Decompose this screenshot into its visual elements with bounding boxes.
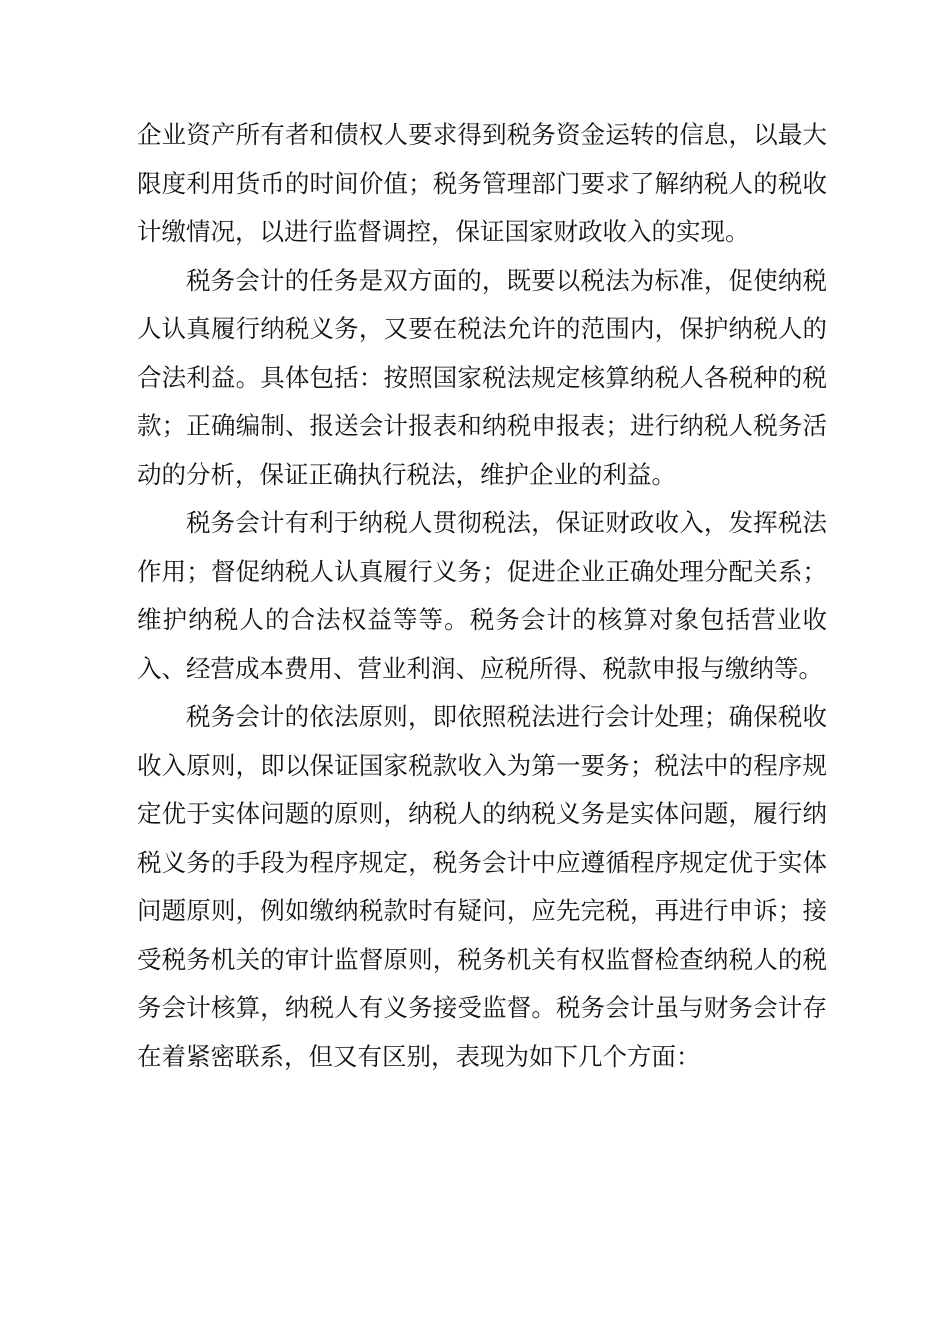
paragraph-2: 税务会计的任务是双方面的，既要以税法为标准，促使纳税人认真履行纳税义务，又要在税法允许的范围内，保护纳税人的合法利益。具体包括：按照国家税法规定核算纳税人各税种的税款；正确编制、报送会计报表和纳税申报表；进行纳税人税务活动的分析，保证正确执行税法，维护企业的利益。 xyxy=(137,265,827,489)
paragraph-3: 税务会计有利于纳税人贯彻税法，保证财政收入，发挥税法作用；督促纳税人认真履行义务；促进企业正确处理分配关系；维护纳税人的合法权益等等。税务会计的核算对象包括营业收入、经营成本费用、营业利润、应税所得、税款申报与缴纳等。 xyxy=(137,508,827,683)
paragraph-4: 税务会计的依法原则，即依照税法进行会计处理；确保税收收入原则，即以保证国家税款收入为第一要务；税法中的程序规定优于实体问题的原则，纳税人的纳税义务是实体问题，履行纳税义务的手段为程序规定，税务会计中应遵循程序规定优于实体问题原则，例如缴纳税款时有疑问，应先完税，再进行申诉；接受税务机关的审计监督原则，税务机关有权监督检查纳税人的税务会计核算，纳税人有义务接受监督。税务会计虽与财务会计存在着紧密联系，但又有区别，表现为如下几个方面： xyxy=(137,702,827,1071)
paragraph-1: 企业资产所有者和债权人要求得到税务资金运转的信息，以最大限度利用货币的时间价值；税务管理部门要求了解纳税人的税收计缴情况，以进行监督调控，保证国家财政收入的实现。 xyxy=(137,120,827,246)
document-body xyxy=(137,111,827,1081)
